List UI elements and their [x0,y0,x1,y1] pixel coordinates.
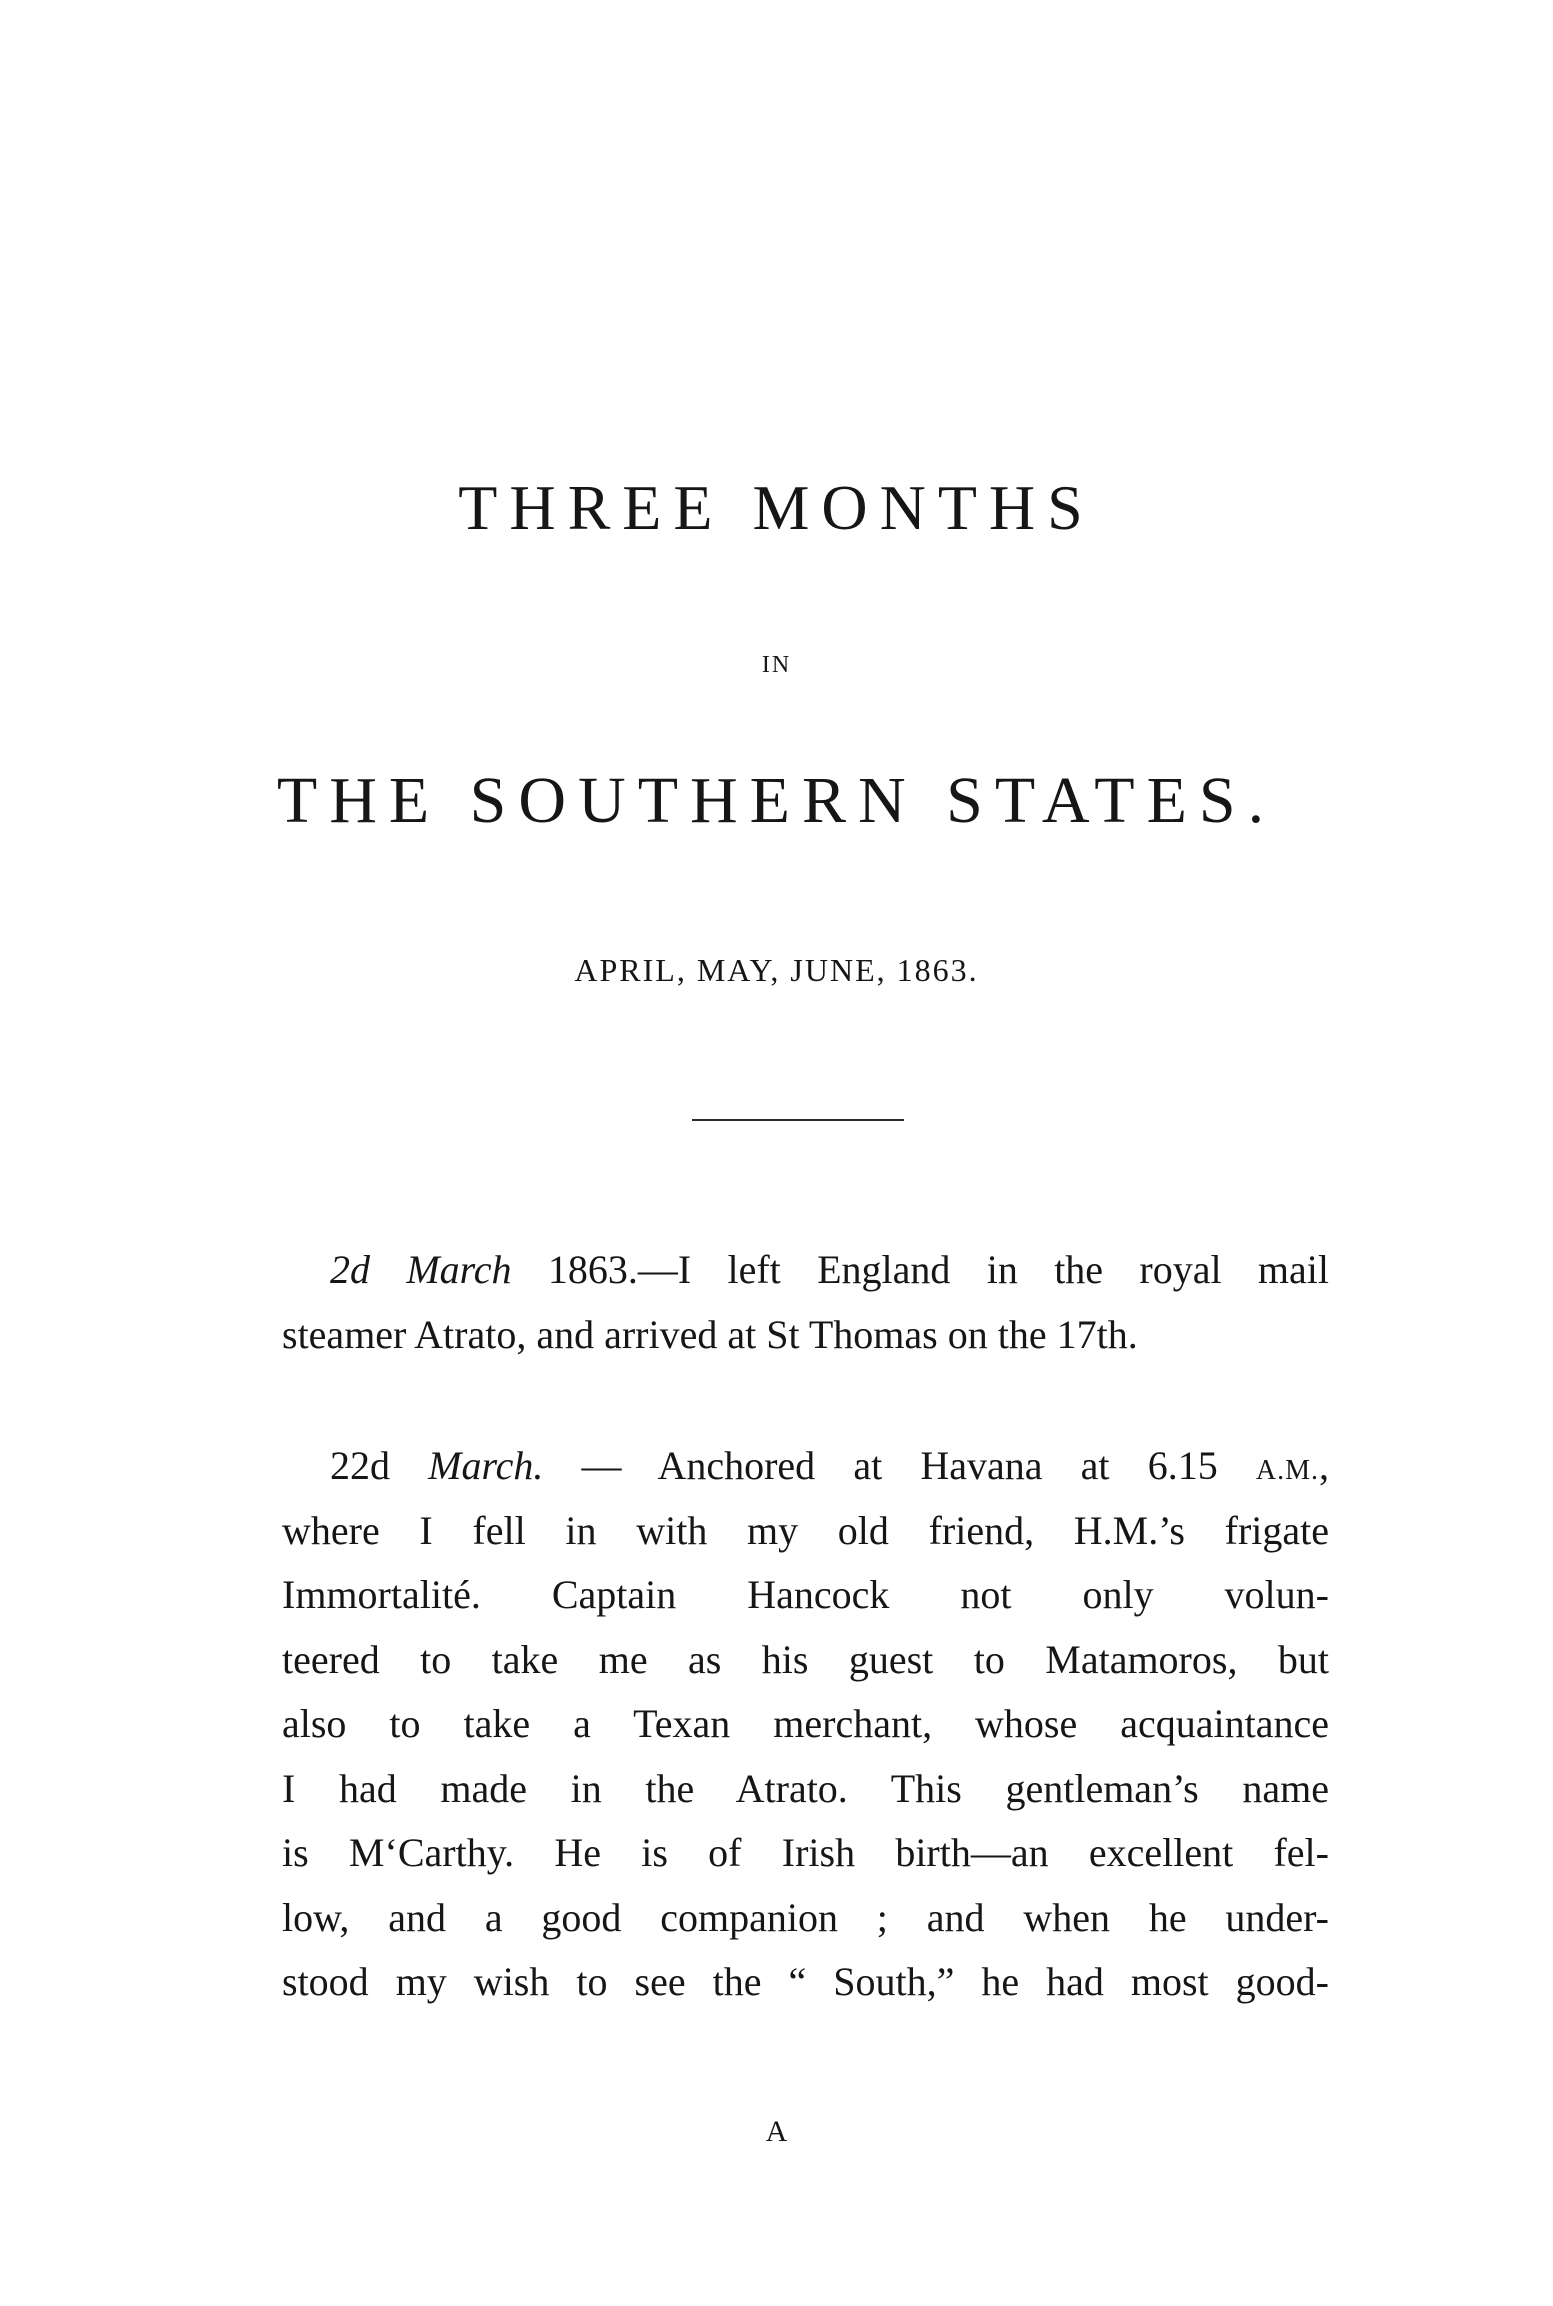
entry-2-line: also to take a Texan merchant, whose acquaintance [282,1701,1329,1746]
entry-2-opening-text: — Anchored at Havana at 6.15 [543,1443,1256,1488]
title-connector: IN [761,652,792,678]
entry-2-first-line [282,1434,1329,1499]
entry-2-line: low, and a good companion ; and when he under- [282,1894,1329,1940]
entry-1-opening-text: 1863.—I left England in the royal mail [511,1247,1330,1292]
entry-2-line: is M‘Carthy. He is of Irish birth—an excellent fel- [282,1830,1329,1875]
entry-1-line: steamer Atrato, and arrived at St Thomas on the 17th. [282,1311,1138,1357]
diary-entry-1 [282,1238,1329,1367]
entry-1-date-month: March [406,1247,512,1292]
entry-2-date-number: 22d [330,1443,390,1488]
signature-mark: A [765,2115,788,2148]
diary-entry-2 [282,1434,1329,2015]
entry-2-line: where I fell in with my old friend, H.M.’s frigate [282,1507,1329,1553]
entry-2-opening-end: , [1319,1443,1330,1488]
title-divider-rule [692,1119,904,1121]
title-line-1: THREE MONTHS [458,472,1095,543]
entry-1-date-number: 2d [330,1247,370,1292]
entry-2-date-month: March. [428,1443,544,1488]
entry-2-time-am: A.M. [1255,1455,1320,1486]
entry-1-first-line [282,1238,1329,1303]
entry-2-line: teered to take me as his guest to Matamoros, but [282,1636,1329,1682]
entry-2-line: Immortalité. Captain Hancock not only volun- [282,1572,1329,1617]
title-subtitle-dates: APRIL, MAY, JUNE, 1863. [574,952,979,988]
entry-2-line: stood my wish to see the “ South,” he had most good- [282,1959,1329,2004]
title-line-2: THE SOUTHERN STATES. [276,764,1277,837]
entry-2-line: I had made in the Atrato. This gentleman’s name [282,1765,1329,1811]
